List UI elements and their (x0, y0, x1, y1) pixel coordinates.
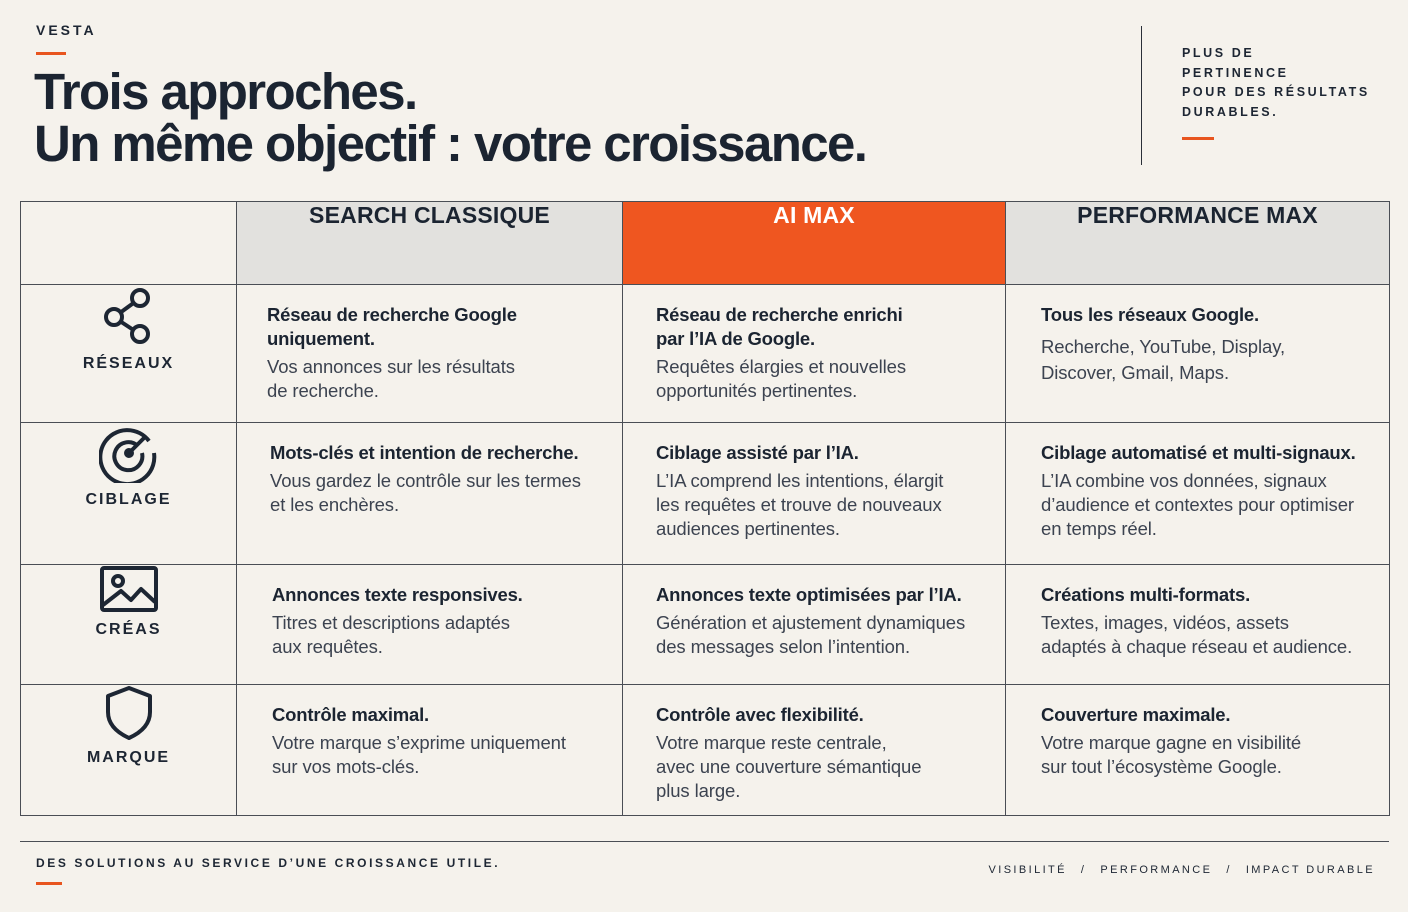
cell (623, 565, 1006, 685)
cell-description: Recherche, YouTube, Display, Discover, Gmail, Maps. (1041, 336, 1286, 383)
footer-divider (20, 841, 1389, 842)
footer-keywords (989, 864, 1376, 876)
tagline-divider (1141, 26, 1142, 165)
cell-title: Couverture maximale. (1041, 704, 1231, 725)
cell-description: Génération et ajustement dynamiques des messages selon l’intention. (656, 612, 966, 657)
comparison-table (20, 201, 1390, 816)
row-label: MARQUE (86, 749, 171, 766)
image-icon (99, 565, 159, 613)
row-header-marque (21, 685, 237, 816)
cell (1006, 685, 1390, 816)
cell-title: Annonces texte optimisées par l’IA. (656, 584, 962, 605)
cell (1006, 565, 1390, 685)
page-title-line-1: Trois approches. (34, 63, 417, 120)
row-label: CIBLAGE (85, 491, 172, 508)
cell (237, 565, 623, 685)
cell-title: Réseau de recherche Google uniquement. (267, 304, 517, 349)
footer-separator: / (1226, 864, 1232, 876)
footer-keyword: IMPACT DURABLE (1245, 864, 1375, 876)
footer-slogan: DES SOLUTIONS AU SERVICE D’UNE CROISSANCE UTILE. (36, 856, 501, 870)
cell-description: Votre marque s’exprime uniquement sur vos mots-clés. (272, 732, 566, 777)
cell (623, 685, 1006, 816)
cell-description: Votre marque reste centrale, avec une couverture sémantique plus large. (656, 732, 922, 801)
cell-description: L’IA combine vos données, signaux d’audience et contextes pour optimiser en temps réel. (1041, 470, 1354, 539)
cell-title: Ciblage assisté par l’IA. (656, 442, 859, 463)
cell-description: Requêtes élargies et nouvelles opportunités pertinentes. (656, 356, 906, 401)
page-title-line-2: Un même objectif : votre croissance. (34, 115, 867, 172)
row-label: CRÉAS (95, 621, 162, 638)
table-header-row (21, 202, 1390, 285)
brand-accent-bar (36, 52, 66, 55)
footer-separator: / (1080, 864, 1087, 876)
footer-keyword: VISIBILITÉ (988, 864, 1067, 876)
target-icon (99, 423, 159, 483)
column-header-search-classique: SEARCH CLASSIQUE (237, 202, 623, 285)
cell-description: Textes, images, vidéos, assets adaptés à chaque réseau et audience. (1041, 612, 1353, 657)
cell-title: Tous les réseaux Google. (1041, 304, 1259, 325)
cell-description: Vos annonces sur les résultats de recherche. (267, 356, 515, 401)
cell (237, 685, 623, 816)
tagline-line: POUR DES RÉSULTATS (1182, 85, 1370, 99)
row-header-reseaux (21, 285, 237, 423)
share-nodes-icon (101, 285, 157, 347)
tagline-line: PERTINENCE (1182, 65, 1289, 80)
cell (1006, 285, 1390, 423)
column-header-performance-max: PERFORMANCE MAX (1006, 202, 1390, 285)
footer-keyword: PERFORMANCE (1100, 864, 1213, 876)
table-row-reseaux (21, 285, 1390, 423)
brand-name: VESTA (36, 22, 97, 38)
cell (623, 285, 1006, 423)
page-title (34, 63, 867, 172)
cell-title: Contrôle avec flexibilité. (656, 704, 864, 725)
tagline-accent-bar (1182, 137, 1214, 140)
table-row-ciblage (21, 423, 1390, 565)
tagline-line: PLUS DE (1182, 46, 1255, 60)
tagline (1182, 44, 1370, 122)
cell-description: Vous gardez le contrôle sur les termes et les enchères. (270, 470, 581, 515)
cell (1006, 423, 1390, 565)
cell-title: Contrôle maximal. (272, 704, 429, 725)
table-row-marque (21, 685, 1390, 816)
cell (237, 423, 623, 565)
row-label: RÉSEAUX (82, 355, 175, 372)
column-header-ai-max: AI MAX (623, 202, 1006, 285)
cell-title: Annonces texte responsives. (272, 584, 523, 605)
cell-title: Mots-clés et intention de recherche. (270, 442, 579, 463)
footer-accent-bar (36, 882, 62, 885)
row-header-ciblage (21, 423, 237, 565)
cell-title: Créations multi-formats. (1041, 584, 1251, 605)
cell-description: Titres et descriptions adaptés aux requêtes. (272, 612, 510, 657)
cell-title: Réseau de recherche enrichi par l’IA de Google. (656, 304, 903, 349)
cell-description: L’IA comprend les intentions, élargit les requêtes et trouve de nouveaux audiences pertinentes. (656, 470, 944, 539)
table-row-creas (21, 565, 1390, 685)
header-corner (21, 202, 237, 285)
tagline-line: DURABLES. (1182, 104, 1279, 119)
row-header-creas (21, 565, 237, 685)
cell-title: Ciblage automatisé et multi-signaux. (1041, 442, 1356, 463)
cell (623, 423, 1006, 565)
cell-description: Votre marque gagne en visibilité sur tout l’écosystème Google. (1041, 732, 1302, 777)
cell (237, 285, 623, 423)
shield-icon (104, 685, 154, 741)
